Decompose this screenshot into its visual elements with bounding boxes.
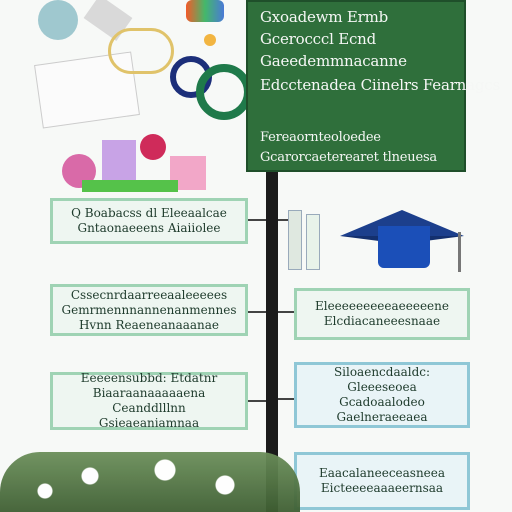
timeline-card-text: Cssecnrdaarreeaaleeeees Gemrmennnannenanmennes Hvnn Reaeneanaaanae [61,287,237,332]
timeline-card-text: Siloaencdaaldc: Gleeeseoea Gcadoaalodeo Gaelneraeeaea [333,365,431,424]
timeline-card-text: Q Boabacss dl Eleeaalcae Gntaonaeeens Aiaiiolee [71,206,227,235]
graduation-cap-base [378,226,430,268]
bouquet-image [0,452,300,512]
header-line-5: Fereaornteoloedee [260,130,381,145]
header-line-3: Gaeedemmnacanne [260,52,407,70]
timeline-card-text: Eeeeensubbd: Etdatnr Biaaraanaaaaaena Ceanddlllnn Gsieaeaniamnaa [80,371,218,430]
timeline-connector [248,400,266,402]
timeline-card-right-3 [294,452,470,510]
timeline-connector [278,398,294,400]
timeline-connector [278,311,294,313]
gold-chain-image [108,28,174,74]
timeline-card-text: Eaacalaneeceasneea Eicteeeeaaaeernsaa [318,466,446,495]
bottle-icon [288,210,302,270]
colored-ribbon-image [186,0,224,22]
timeline-connector [248,311,266,313]
header-line-2: Gcerocccl Ecnd [260,30,377,48]
purple-block-image [102,140,136,184]
header-line-4: Edcctenadea Ciinelrs Fearnagcs [260,76,500,94]
header-panel [246,0,500,172]
timeline-card-right-1 [294,288,470,340]
red-flower-icon [140,134,166,160]
timeline-connector [248,219,266,221]
timeline-card-left-2 [50,284,248,336]
green-base-image [82,180,178,192]
timeline-card-left-3 [50,372,248,430]
roll-image [38,0,78,40]
graduation-cap-tassel [458,232,461,272]
yellow-dot-image [204,34,216,46]
header-line-6: Gcarorcaeterearet tlneuesa [260,150,437,165]
gear-icon-green [196,64,252,120]
timeline-card-right-2 [294,362,470,428]
timeline-card-left-1 [50,198,248,244]
timeline-card-text: Eleeeeeeeeeaeeeeene Elcdiacaneeesnaae [314,299,449,328]
header-line-1: Gxoadewm Ermb [260,8,389,26]
bottle-icon [306,214,320,270]
